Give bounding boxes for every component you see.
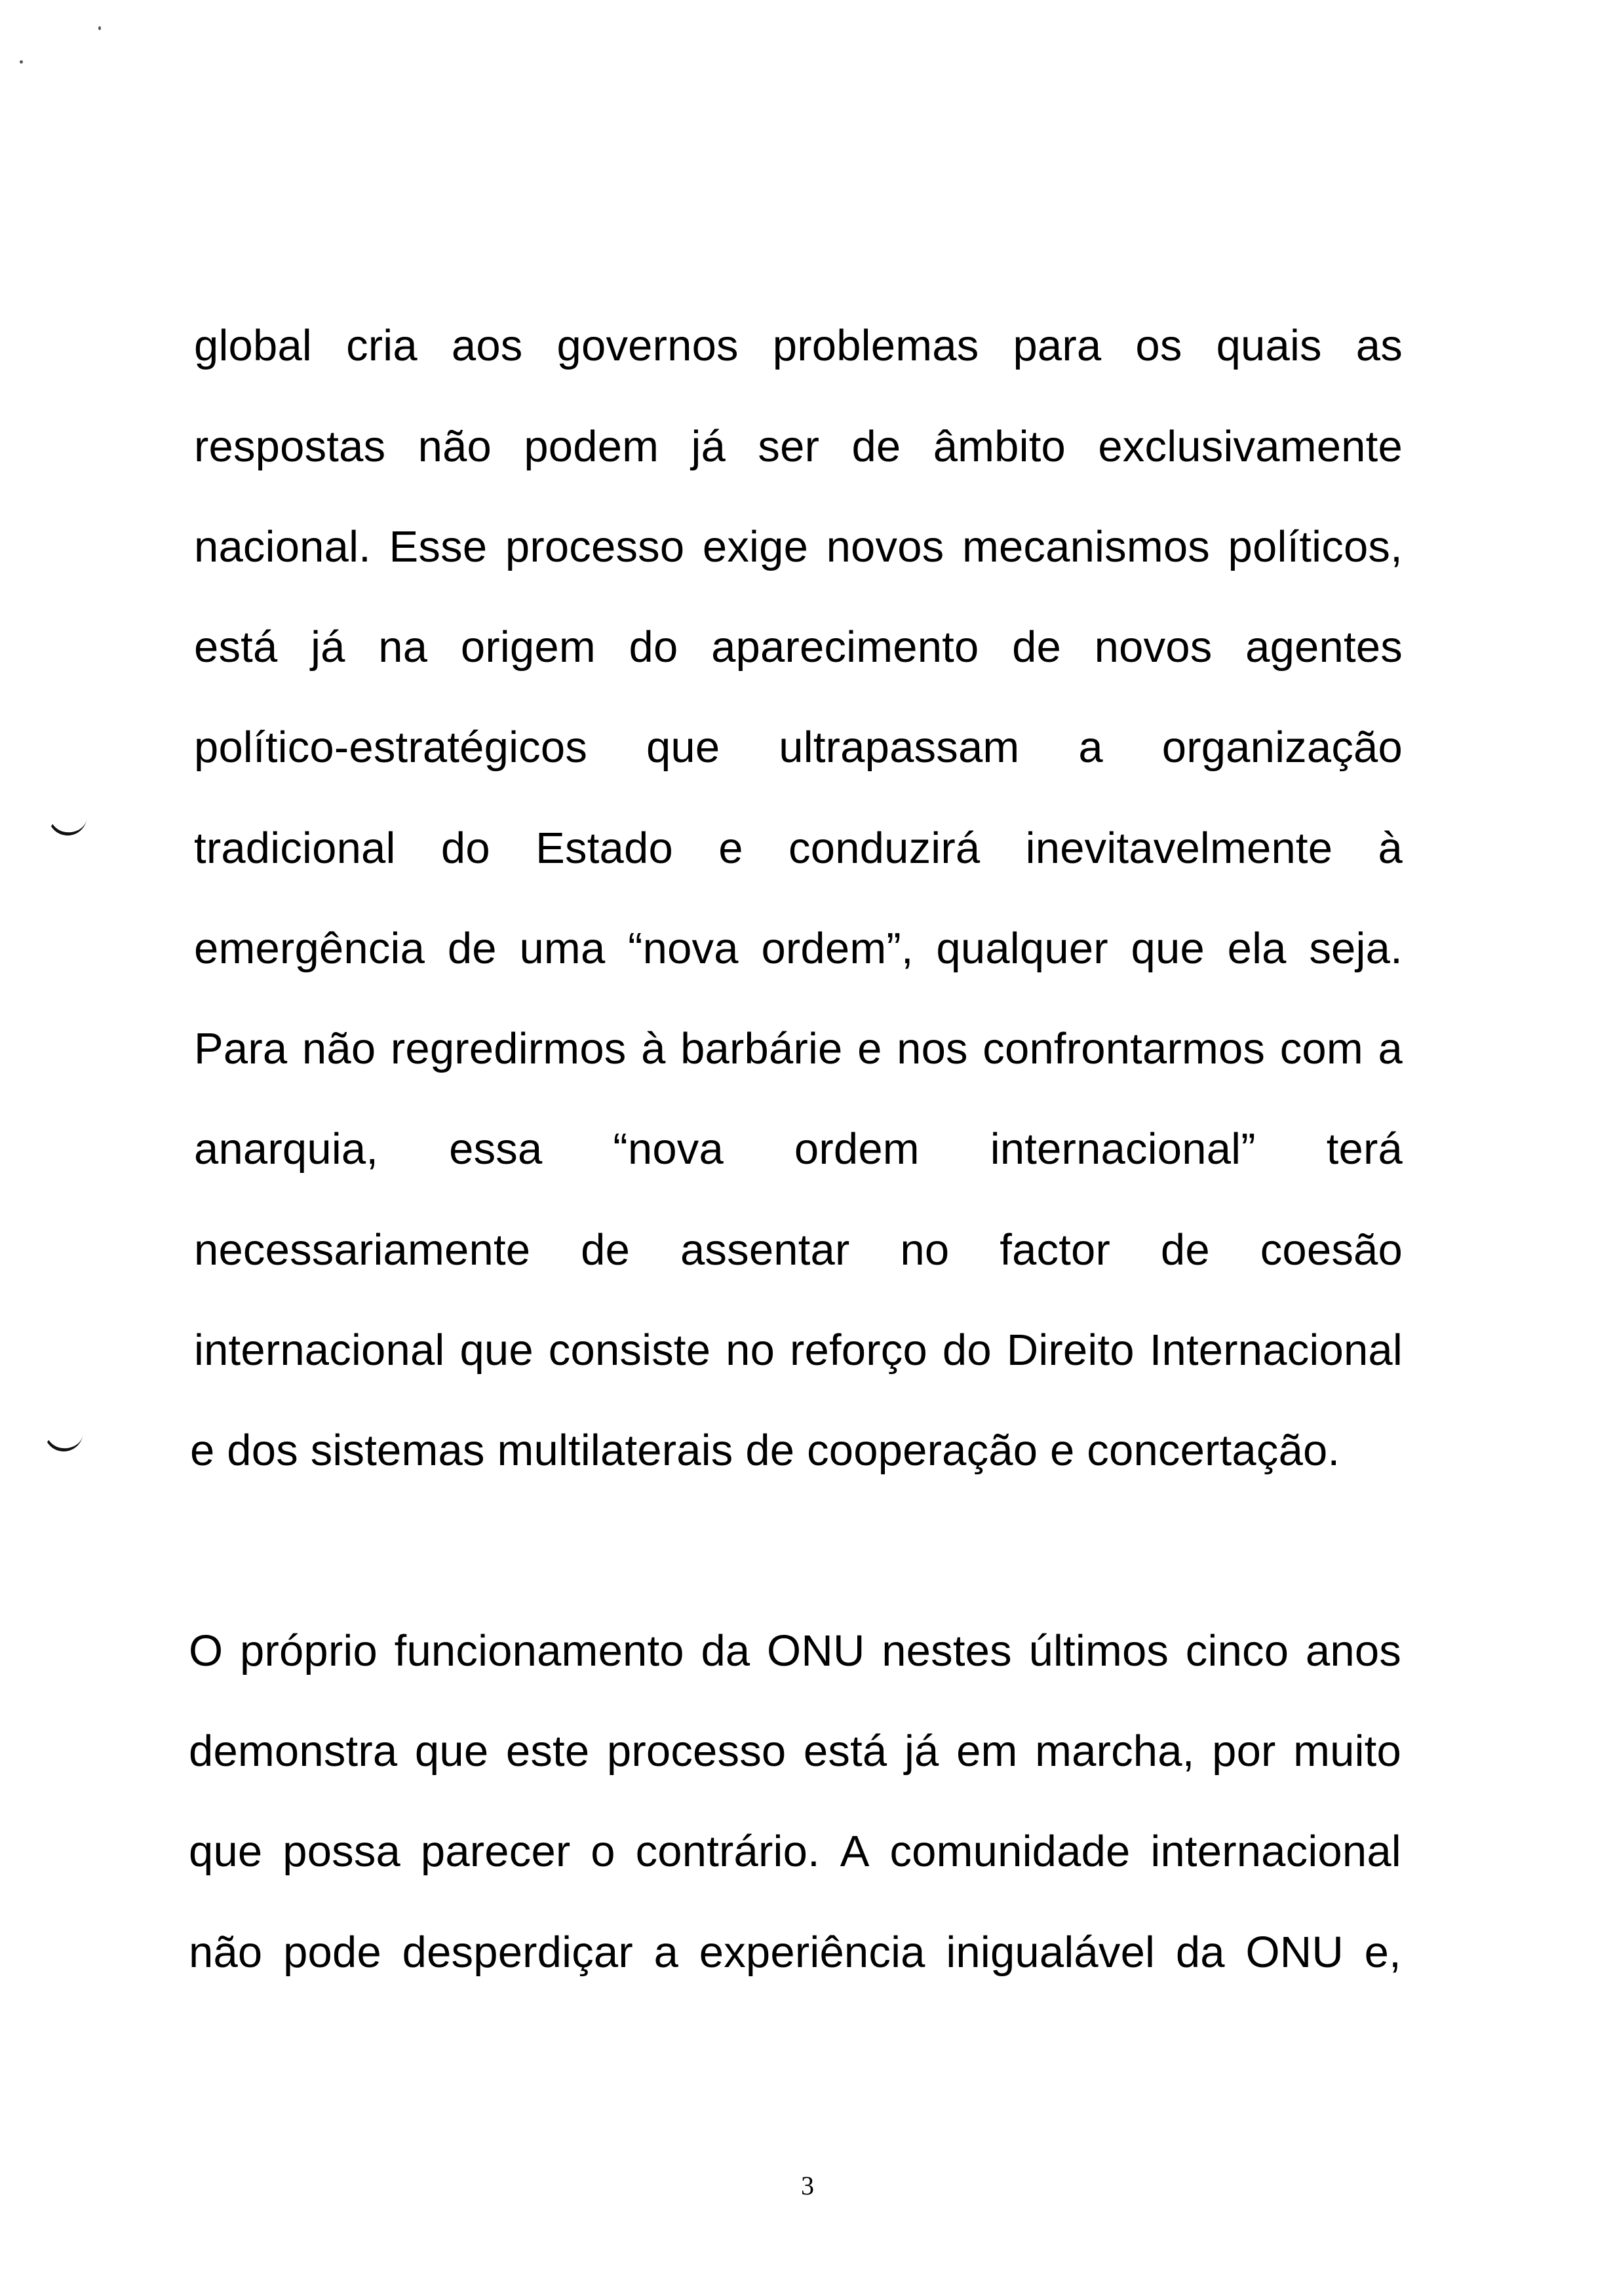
- word: anos: [1305, 1626, 1401, 1675]
- word: pode: [283, 1928, 381, 1977]
- word: ordem”,: [761, 924, 914, 973]
- word: consiste: [548, 1326, 711, 1375]
- text-line: [194, 421, 1403, 473]
- page-number: 3: [801, 2171, 814, 2200]
- text-line: [189, 1625, 1401, 1677]
- word: anarquia,: [194, 1124, 379, 1174]
- text-line: [194, 923, 1403, 975]
- word: Internacional: [1149, 1326, 1403, 1375]
- word: da: [701, 1626, 750, 1675]
- word: político-estratégicos: [194, 723, 588, 772]
- word: conduzirá: [788, 824, 981, 873]
- text-line: [194, 320, 1403, 372]
- text-line: [194, 1324, 1403, 1377]
- word: nacional.: [194, 522, 371, 571]
- word: aos: [451, 321, 523, 370]
- word: no: [726, 1326, 775, 1375]
- word: já: [691, 422, 726, 471]
- text-line: [194, 521, 1403, 573]
- word: últimos: [1028, 1626, 1169, 1675]
- word: mecanismos: [962, 522, 1210, 571]
- word: não: [302, 1024, 376, 1073]
- word: Estado: [535, 824, 673, 873]
- word: experiência: [699, 1928, 925, 1977]
- word: novos: [1094, 622, 1213, 672]
- word: ordem: [794, 1124, 920, 1174]
- word: organização: [1161, 723, 1403, 772]
- word: o: [591, 1827, 615, 1876]
- word: de: [851, 422, 901, 471]
- word: terá: [1326, 1124, 1403, 1174]
- word: processo: [505, 522, 685, 571]
- word: ser: [758, 422, 820, 471]
- text-line: [194, 721, 1403, 774]
- word: contrário.: [635, 1827, 820, 1876]
- word: aparecimento: [711, 622, 979, 672]
- word: no: [900, 1225, 950, 1274]
- word: internacional”: [990, 1124, 1256, 1174]
- word: O: [189, 1626, 224, 1675]
- word: Para: [194, 1024, 288, 1073]
- word: ONU: [1245, 1928, 1344, 1977]
- word: não: [418, 422, 492, 471]
- word: e: [718, 824, 743, 873]
- word: que: [1131, 924, 1205, 973]
- word: barbárie: [680, 1024, 843, 1073]
- word: a: [653, 1928, 679, 1977]
- word: do: [942, 1326, 992, 1375]
- word: de: [1160, 1225, 1210, 1274]
- scan-speck: [98, 26, 101, 30]
- word: com: [1279, 1024, 1363, 1073]
- word: internacional: [1150, 1827, 1401, 1876]
- word: cria: [346, 321, 418, 370]
- word: que: [459, 1326, 534, 1375]
- word: global: [194, 321, 313, 370]
- word: do: [440, 824, 490, 873]
- text-line: [194, 1224, 1403, 1276]
- word: respostas: [194, 422, 386, 471]
- word: que: [189, 1827, 263, 1876]
- margin-check-mark: [42, 1426, 83, 1454]
- word: Esse: [389, 522, 488, 571]
- word: desperdiçar: [402, 1928, 633, 1977]
- word: para: [1013, 321, 1102, 370]
- word: de: [581, 1225, 631, 1274]
- word: os: [1135, 321, 1182, 370]
- word: parecer: [420, 1827, 571, 1876]
- word: e: [857, 1024, 882, 1073]
- word: políticos,: [1228, 522, 1403, 571]
- word: processo: [606, 1727, 787, 1776]
- word: Direito: [1006, 1326, 1135, 1375]
- word: em: [956, 1727, 1018, 1776]
- word: ONU: [767, 1626, 865, 1675]
- word: já: [904, 1727, 939, 1776]
- word: inevitavelmente: [1025, 824, 1333, 873]
- word: confrontarmos: [983, 1024, 1266, 1073]
- word: a: [1378, 1024, 1403, 1073]
- word: comunidade: [889, 1827, 1131, 1876]
- word: coesão: [1260, 1225, 1403, 1274]
- word: demonstra: [189, 1727, 398, 1776]
- word: está: [803, 1727, 887, 1776]
- word: factor: [1000, 1225, 1111, 1274]
- margin-check-mark: [46, 810, 87, 838]
- word: não: [189, 1928, 263, 1977]
- word: qualquer: [936, 924, 1108, 973]
- scan-speck: [20, 60, 23, 64]
- text-line: [194, 1023, 1403, 1075]
- word: podem: [524, 422, 659, 471]
- word: “nova: [628, 924, 739, 973]
- word: e,: [1364, 1928, 1401, 1977]
- text-line: [194, 1123, 1403, 1176]
- text-line: [194, 822, 1403, 875]
- word: está: [194, 622, 278, 672]
- word: possa: [282, 1827, 401, 1876]
- word: de: [1012, 622, 1062, 672]
- word: nestes: [882, 1626, 1012, 1675]
- word: do: [629, 622, 678, 672]
- word: A: [840, 1827, 870, 1876]
- word: próprio: [240, 1626, 378, 1675]
- word: funcionamento: [394, 1626, 684, 1675]
- word: novos: [826, 522, 944, 571]
- word: regredirmos: [390, 1024, 627, 1073]
- word: tradicional: [194, 824, 396, 873]
- word: as: [1355, 321, 1403, 370]
- text-line: [194, 621, 1403, 674]
- word: muito: [1293, 1727, 1401, 1776]
- word: ela: [1227, 924, 1287, 973]
- word: à: [641, 1024, 666, 1073]
- word: governos: [556, 321, 739, 370]
- text-line: [189, 1926, 1401, 1979]
- text-line-last: e dos sistemas multilaterais de cooperação e concertação.: [190, 1426, 1340, 1475]
- word: este: [505, 1727, 590, 1776]
- word: nos: [897, 1024, 968, 1073]
- word: quais: [1216, 321, 1322, 370]
- word: exige: [702, 522, 809, 571]
- word: ultrapassam: [779, 723, 1020, 772]
- word: necessariamente: [194, 1225, 531, 1274]
- word: à: [1378, 824, 1403, 873]
- word: que: [646, 723, 720, 772]
- word: uma: [519, 924, 606, 973]
- word: de: [447, 924, 497, 973]
- word: assentar: [680, 1225, 850, 1274]
- word: essa: [449, 1124, 543, 1174]
- word: já: [311, 622, 345, 672]
- word: por: [1212, 1727, 1276, 1776]
- word: origem: [460, 622, 596, 672]
- word: exclusivamente: [1098, 422, 1403, 471]
- word: reforço: [790, 1326, 927, 1375]
- word: internacional: [194, 1326, 445, 1375]
- word: emergência: [194, 924, 425, 973]
- word: marcha,: [1035, 1727, 1195, 1776]
- word: seja.: [1309, 924, 1403, 973]
- word: problemas: [772, 321, 979, 370]
- word: âmbito: [933, 422, 1066, 471]
- word: “nova: [613, 1124, 724, 1174]
- text-line: [189, 1826, 1401, 1878]
- word: da: [1175, 1928, 1225, 1977]
- word: agentes: [1245, 622, 1403, 672]
- text-line: [189, 1725, 1401, 1778]
- word: que: [414, 1727, 489, 1776]
- word: na: [378, 622, 428, 672]
- word: inigualável: [946, 1928, 1156, 1977]
- word: a: [1078, 723, 1103, 772]
- word: cinco: [1185, 1626, 1289, 1675]
